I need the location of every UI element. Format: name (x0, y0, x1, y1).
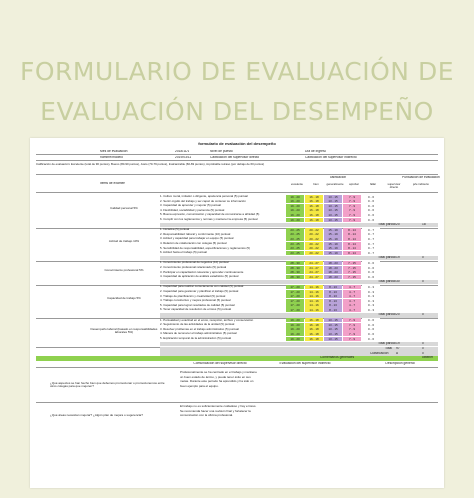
section-total-b: 0 (422, 341, 424, 345)
item-row: 1. Cultivo moral, imitador o dirigente, apariencia personal (5) puntual (160, 195, 248, 198)
section-total-b: 18 (422, 222, 426, 226)
score-cell: 8 - 13 (324, 294, 342, 298)
score-cell: 0 - 7 (362, 232, 380, 236)
score-cell: 7 - 9 (343, 195, 361, 199)
score-cell: 14 - 16 (305, 294, 323, 298)
section-total-a: 20 (396, 222, 400, 226)
col-header-5: supervisor directo (387, 183, 401, 190)
score-cell: 8 - 13 (324, 299, 342, 303)
score-cell: 20 - 22 (305, 246, 323, 250)
score-cell: 19 - 20 (286, 318, 304, 322)
score-cell: 0 - 6 (362, 218, 380, 222)
score-cell: 17 - 20 (286, 303, 304, 307)
score-cell: 15 - 19 (324, 232, 342, 236)
score-cell: 4 - 7 (343, 308, 361, 312)
score-cell: 24 - 27 (305, 270, 323, 274)
grand-total-label: Total (385, 347, 392, 351)
score-cell: 13 - 15 (324, 218, 342, 222)
score-cell: 20 - 22 (305, 242, 323, 246)
item-row: 3. Trabajo de planificación y creatividad (5) puntual (160, 294, 226, 298)
page-title (0, 52, 474, 132)
score-cell: 0 - 6 (362, 261, 380, 265)
item-row: 5. Sensibilidad de responsabilidad, especificaciones y reglamentos (5) (160, 246, 250, 250)
score-cell: 19 - 20 (286, 204, 304, 208)
col-header-1: bien (313, 183, 319, 186)
score-cell: 18 - 23 (324, 266, 342, 270)
section-name: Capacidad de trabajo 5% (107, 297, 141, 301)
item-row: 4. Capacidad de aplicación de análisis estadístico (5) puntual (160, 275, 239, 279)
score-cell: 17 - 20 (286, 285, 304, 289)
section-name: Calidad personal 5% (110, 206, 138, 210)
section-total-a: 30 (396, 279, 400, 283)
meta-label-date: Día de ingreso (305, 150, 327, 153)
score-cell: 28 - 30 (286, 261, 304, 265)
score-cell: 4 - 7 (343, 303, 361, 307)
score-cell: 23 - 25 (286, 251, 304, 255)
comments-label: Comentarios generales (320, 356, 355, 360)
score-cell: 13 - 15 (324, 195, 342, 199)
item-row: 3. Capacidad de aprender y mejorar (5) puntual (160, 204, 221, 208)
score-cell: 13 - 15 (324, 204, 342, 208)
score-cell: 17 - 20 (286, 299, 304, 303)
col-header-3: aprobar (349, 183, 359, 186)
score-cell: 24 - 27 (305, 275, 323, 279)
footer-header-1: Evaluación del supervisor indirecto (279, 362, 331, 365)
score-cell: 8 - 14 (343, 251, 361, 255)
score-cell: 4 - 7 (343, 290, 361, 294)
score-cell: 7 - 9 (343, 213, 361, 217)
score-cell: 13 - 15 (324, 337, 342, 341)
score-cell: 7 - 9 (343, 332, 361, 336)
score-cell: 0 - 3 (362, 303, 380, 307)
col-items-header: Ítems de examen (100, 182, 126, 185)
score-cell: 0 - 6 (362, 208, 380, 212)
section-total-label: Total parcial (378, 222, 396, 226)
score-cell: 13 - 15 (324, 213, 342, 217)
item-row: 5. Explicación temporal de la administración (5) puntual (160, 337, 232, 340)
col-header-0: excelente (291, 183, 303, 186)
score-cell: 13 - 15 (324, 318, 342, 322)
score-cell: 8 - 14 (343, 237, 361, 241)
score-cell: 0 - 6 (362, 318, 380, 322)
comments-row (36, 356, 438, 361)
item-row: 1. Iniciativa (5) puntual (160, 228, 190, 232)
score-cell: 16 - 18 (305, 213, 323, 217)
section-total-b: 0 (422, 255, 424, 259)
score-cell: 19 - 20 (286, 199, 304, 203)
section-total-a: 20 (396, 313, 400, 316)
score-cell: 7 - 9 (343, 208, 361, 212)
score-cell: 18 - 23 (324, 261, 342, 265)
section-name: Conocimiento profesional 5% (104, 268, 144, 272)
section-total-label: Total parcial (378, 279, 396, 283)
footer-header-0: Comunicación del supervisor directo (193, 362, 247, 365)
score-cell: 23 - 25 (286, 228, 304, 232)
score-cell: 0 - 6 (362, 204, 380, 208)
score-cell: 0 - 6 (362, 199, 380, 203)
item-row: 3. Participar en capacitación relevante y aprender continuamente (160, 270, 244, 274)
title-line-2: EVALUACIÓN DEL DESEMPEÑO (40, 97, 434, 126)
score-cell: 19 - 20 (286, 208, 304, 212)
score-cell: 16 - 18 (305, 327, 323, 331)
section-total-a: 19 (396, 341, 400, 345)
item-row: 2. Responsabilidad: laboral y conformante (10) puntual (160, 232, 231, 236)
score-cell: 0 - 6 (362, 213, 380, 217)
score-cell: 13 - 15 (324, 327, 342, 331)
score-cell: 8 - 14 (343, 246, 361, 250)
item-row: 4. Relación de colaboración con colegas (5) puntual (160, 242, 227, 245)
item-row: 4. Trabajo constructivo y mejora profesional (5) puntual (160, 299, 231, 303)
score-cell: 0 - 7 (362, 237, 380, 241)
score-cell: 7 - 15 (343, 275, 361, 279)
score-cell: 16 - 18 (305, 208, 323, 212)
score-cell: 0 - 7 (362, 251, 380, 255)
section-total-label: Total parcial (378, 255, 396, 259)
score-cell: 8 - 13 (324, 303, 342, 307)
score-cell: 8 - 14 (343, 242, 361, 246)
score-cell: 19 - 20 (286, 218, 304, 222)
score-cell: 19 - 20 (286, 213, 304, 217)
score-cell: 15 - 19 (324, 246, 342, 250)
score-cell: 17 - 20 (286, 294, 304, 298)
item-row: 5. Buena expresión, comunicación y capacidad de comunicarse a afinidad (5) (160, 213, 260, 217)
score-cell: 17 - 20 (286, 290, 304, 294)
item-row: 3. Resolver problemas en el trabajo administrativo (5) puntual (160, 327, 239, 331)
meta-label-name: nombre/modelo (100, 156, 123, 159)
score-cell: 0 - 7 (362, 246, 380, 250)
score-cell: 24 - 27 (305, 266, 323, 270)
score-cell: 4 - 7 (343, 294, 361, 298)
score-cell: 20 - 22 (305, 232, 323, 236)
footer-question-2: ¿Qué áreas necesitan mejorar? ¿Algún plan de mejora o sugerencia? (50, 414, 143, 417)
score-cell: 8 - 14 (343, 228, 361, 232)
score-cell: 16 - 18 (305, 204, 323, 208)
item-row: 1. Capacidad para realizar correctamente con calidad (5) puntual (160, 285, 244, 289)
score-cell: 28 - 30 (286, 270, 304, 274)
meta-label-month: Mes de evaluación (100, 150, 128, 153)
title-line-1: FORMULARIO DE EVALUACIÓN DE (19, 57, 454, 86)
score-cell: 8 - 13 (324, 285, 342, 289)
score-cell: 28 - 30 (286, 275, 304, 279)
score-cell: 8 - 14 (343, 232, 361, 236)
score-cell: 15 - 19 (324, 228, 342, 232)
score-cell: 19 - 20 (286, 323, 304, 327)
score-cell: 8 - 13 (324, 308, 342, 312)
col-header-2: generalmente (326, 183, 344, 186)
score-cell: 14 - 16 (305, 290, 323, 294)
score-cell: 4 - 7 (343, 285, 361, 289)
score-cell: 0 - 3 (362, 290, 380, 294)
ranking-label: Clasificación (370, 351, 389, 355)
item-row: 6. Tener capacidad de resolución de errores (5) puntual (160, 308, 231, 312)
score-cell: 7 - 9 (343, 199, 361, 203)
score-cell: 15 - 19 (324, 242, 342, 246)
item-row: 5. Capacidad para lograr resultados de calidad (5) puntual (160, 303, 235, 307)
col-header-4: fallar (369, 183, 377, 186)
score-cell: 14 - 16 (305, 303, 323, 307)
score-cell: 0 - 3 (362, 308, 380, 312)
footer-answer-2: El trabajo no es suficientemente cuidadoso y hay errores. Se recomienda hacer una revisión final y fortalecer la comunicación con la oficina profesional. (180, 404, 257, 417)
section-name: Desempeño laboral (basado en responsabilidades laborales 5%) (90, 328, 158, 335)
spreadsheet-preview (30, 138, 444, 488)
col-punt-header: Puntuación de evaluación (402, 176, 440, 179)
score-cell: 0 - 7 (362, 242, 380, 246)
score-cell: 0 - 6 (362, 270, 380, 274)
score-cell: 23 - 25 (286, 237, 304, 241)
footer-header-2: Descripción general (385, 362, 415, 365)
score-cell: 7 - 9 (343, 318, 361, 322)
meta-label-indirect: Calificación del supervisor indirecto (305, 156, 357, 159)
item-row: 6. Cumplir con los reglamentos y normas y mantener la empresa (5) puntual (160, 218, 258, 221)
section-name: Actitud de trabajo 10% (108, 240, 140, 243)
ranking-b: 0 (422, 351, 424, 355)
score-cell: 0 - 6 (362, 327, 380, 331)
item-row: 2. Sentir orgullo del trabajo y ser capaz de contener su información (160, 199, 246, 203)
section-total-b: 0 (422, 279, 424, 283)
ranking-a: A (396, 351, 399, 355)
item-row: 4. Manera de reconocer el trabajo administrativo (5) puntual (160, 332, 237, 336)
score-cell: 15 - 19 (324, 251, 342, 255)
score-cell: 16 - 18 (305, 318, 323, 322)
score-cell: 19 - 20 (286, 337, 304, 341)
sheet-heading: formulario de evaluación del desempeño (198, 141, 276, 146)
score-cell: 0 - 7 (362, 228, 380, 232)
col-header-6: jefe indirecto (413, 183, 429, 186)
footer-answer-1: Profesionalmente se ha centrado en el trabajo y mantiene un buen estado de ánimo, y puede tener éxito en sus metas. Durante este período ha aprendido y ha sido un buen ejemplo para el equipo. (180, 370, 257, 388)
score-cell: 13 - 15 (324, 199, 342, 203)
score-cell: 7 - 9 (343, 337, 361, 341)
criteria-text: Calificación de evaluación: Excelente (total de 90 puntos), Bueno (80-90 puntos), Justo (70-79 puntos), Inalcanzable (60-69 puntos), improbable retraso (por debajo de 60 puntos) (36, 163, 265, 166)
score-cell: 18 - 23 (324, 275, 342, 279)
item-row: 6. Actitud hacia el trabajo (5) puntual (160, 251, 207, 255)
meta-value-date: 2019/03/11 (175, 156, 192, 159)
score-cell: 28 - 30 (286, 266, 304, 270)
score-cell: 16 - 18 (305, 337, 323, 341)
score-cell: 23 - 25 (286, 232, 304, 236)
score-cell: 7 - 9 (343, 323, 361, 327)
score-cell: 23 - 25 (286, 242, 304, 246)
score-cell: 0 - 6 (362, 275, 380, 279)
score-cell: 0 - 3 (362, 285, 380, 289)
score-cell: 20 - 22 (305, 237, 323, 241)
score-cell: 7 - 9 (343, 218, 361, 222)
score-cell: 0 - 6 (362, 332, 380, 336)
footer-question-1: ¿Qué aspectos se han hecho bien que debemos promocionar o promocionemos entre otros colegas para que mejoren? (50, 382, 165, 389)
score-cell: 13 - 15 (324, 208, 342, 212)
score-cell: 24 - 27 (305, 261, 323, 265)
section-total-a: 19 (396, 255, 400, 259)
score-cell: 16 - 18 (305, 323, 323, 327)
item-row: 2. Seguimiento de las actividades de la unidad (5) puntual (160, 323, 235, 327)
score-cell: 16 - 18 (305, 218, 323, 222)
item-row: 1. Puntualidad y exactitud en el envío, recepción, archivo y conservación (160, 318, 254, 322)
score-cell: 13 - 15 (324, 332, 342, 336)
item-row: 2. Conocimiento profesional relacionado (5) puntual (160, 266, 227, 269)
grand-total-b: 0 (422, 347, 424, 351)
score-cell: 19 - 20 (286, 327, 304, 331)
score-cell: 20 - 22 (305, 251, 323, 255)
item-row: 1. Conocimiento profesional de negocios (10) puntual (160, 261, 229, 265)
score-cell: 16 - 18 (305, 332, 323, 336)
score-cell: 16 - 18 (305, 199, 323, 203)
score-cell: 8 - 13 (324, 290, 342, 294)
score-cell: 7 - 15 (343, 266, 361, 270)
score-cell: 19 - 20 (286, 195, 304, 199)
meta-value-month: 2018/11/1 (175, 150, 190, 153)
section-total-label: Total parcial (378, 341, 396, 345)
score-cell: 19 - 20 (286, 332, 304, 336)
score-cell: 0 - 6 (362, 195, 380, 199)
meta-label-direct: Calificación del supervisor directo (210, 156, 260, 159)
score-cell: 13 - 15 (324, 323, 342, 327)
item-row: 3. Actitud y capacidad para trabajar en equipo (5) puntual (160, 237, 234, 241)
score-cell: 7 - 9 (343, 204, 361, 208)
score-cell: 0 - 3 (362, 294, 380, 298)
score-cell: 0 - 6 (362, 323, 380, 327)
score-cell: 16 - 18 (305, 195, 323, 199)
score-cell: 14 - 16 (305, 285, 323, 289)
meta-label-level: Nivel de puesto (210, 150, 233, 153)
score-cell: 0 - 6 (362, 266, 380, 270)
score-cell: 15 - 19 (324, 237, 342, 241)
score-cell: 20 - 22 (305, 228, 323, 232)
score-cell: 7 - 15 (343, 261, 361, 265)
score-cell: 7 - 15 (343, 270, 361, 274)
score-cell: 17 - 20 (286, 308, 304, 312)
score-cell: 0 - 6 (362, 337, 380, 341)
grand-total-a: 97 (396, 347, 400, 351)
item-row: 4. Flexibilidad, sociabilidad y paciencia (5) puntual (160, 208, 225, 212)
section-total-label: Total parcial (378, 313, 396, 316)
score-cell: 14 - 16 (305, 299, 323, 303)
item-row: 2. Capacidad para gestionar y planificar el trabajo (5) puntual (160, 290, 239, 293)
score-cell: 23 - 25 (286, 246, 304, 250)
section-total-b: 0 (422, 313, 424, 316)
score-cell: 0 - 3 (362, 299, 380, 303)
comments-value: obtener (422, 356, 434, 360)
score-cell: 7 - 9 (343, 327, 361, 331)
score-cell: 4 - 7 (343, 299, 361, 303)
score-cell: 14 - 16 (305, 308, 323, 312)
score-cell: 18 - 23 (324, 270, 342, 274)
col-calif-header: calificación (330, 176, 347, 179)
